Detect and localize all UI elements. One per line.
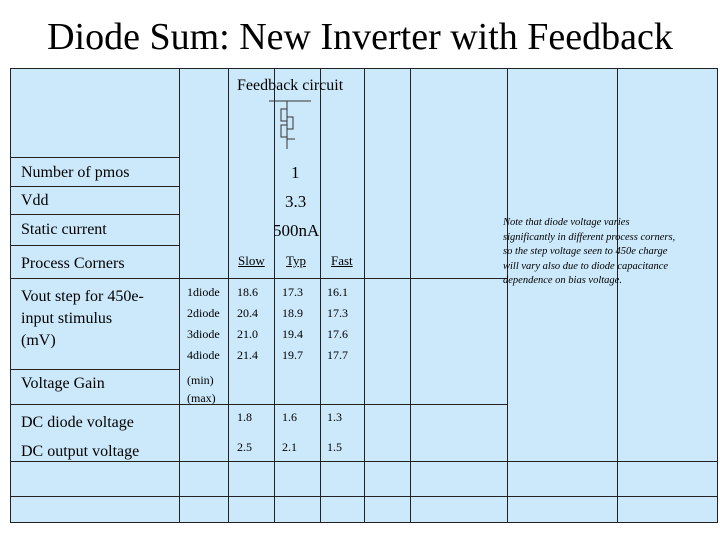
table-cell: 1.8: [237, 410, 252, 424]
grid-line: [11, 496, 717, 497]
feedback-circuit-schematic: [261, 99, 321, 151]
grid-line: [410, 69, 411, 522]
grid-line: [179, 69, 180, 522]
number-of-pmos-label: Number of pmos: [21, 164, 130, 181]
grid-line: [228, 69, 229, 522]
table-cell: 2.1: [282, 440, 297, 454]
static-current-value: 500nA: [273, 221, 320, 240]
table-cell: 16.1: [327, 285, 348, 299]
grid-line: [364, 69, 365, 522]
table-cell: 17.3: [327, 306, 348, 320]
corner-header-fast: Fast: [331, 253, 353, 268]
table-cell: 2.5: [237, 440, 252, 454]
table-cell: 17.6: [327, 327, 348, 341]
table-cell: 17.7: [327, 348, 348, 362]
vdd-value: 3.3: [285, 192, 307, 211]
grid-line: [617, 69, 618, 522]
table-cell: 18.6: [237, 285, 258, 299]
dc-diode-voltage-label: DC diode voltage: [21, 414, 134, 431]
table-cell: 21.4: [237, 348, 258, 362]
number-of-pmos-value: 1: [291, 163, 300, 182]
table-cell: 18.9: [282, 306, 303, 320]
voltage-gain-min: (min): [187, 373, 214, 387]
process-corners-label: Process Corners: [21, 255, 125, 272]
table-cell: 20.4: [237, 306, 258, 320]
table-cell: 19.7: [282, 348, 303, 362]
process-corner-note: Note that diode voltage varies significantly in different process corners, so the step voltage seen to 450e charge will vary also due to diode capacitance dependence on bias voltage.: [503, 217, 676, 286]
grid-line: [11, 157, 179, 158]
table-cell: 19.4: [282, 327, 303, 341]
diode-row-label: 3diode: [187, 327, 220, 341]
vdd-label: Vdd: [21, 192, 49, 209]
dc-output-voltage-label: DC output voltage: [21, 443, 140, 460]
table-cell: 1.3: [327, 410, 342, 424]
grid-line: [11, 214, 179, 215]
voltage-gain-label: Voltage Gain: [21, 375, 105, 392]
corner-header-typ: Typ: [286, 253, 307, 268]
voltage-gain-max: (max): [187, 391, 216, 405]
table-cell: 1.6: [282, 410, 297, 424]
corner-header-slow: Slow: [238, 253, 265, 268]
table-cell: 17.3: [282, 285, 303, 299]
diode-row-label: 1diode: [187, 285, 220, 299]
feedback-circuit-label: Feedback circuit: [237, 77, 344, 94]
slide-title: Diode Sum: New Inverter with Feedback: [47, 16, 673, 58]
diode-row-label: 4diode: [187, 348, 220, 362]
table-cell: 21.0: [237, 327, 258, 341]
grid-line: [11, 404, 507, 405]
grid-line: [11, 186, 179, 187]
grid-line: [507, 69, 508, 522]
vout-step-label: Vout step for 450e- input stimulus (mV): [21, 288, 144, 349]
grid-line: [11, 461, 717, 462]
grid-line: [11, 245, 179, 246]
table-cell: 1.5: [327, 440, 342, 454]
grid-line: [11, 278, 507, 279]
static-current-label: Static current: [21, 221, 107, 238]
grid-line: [11, 369, 179, 370]
diode-row-label: 2diode: [187, 306, 220, 320]
table-board: [10, 68, 718, 523]
